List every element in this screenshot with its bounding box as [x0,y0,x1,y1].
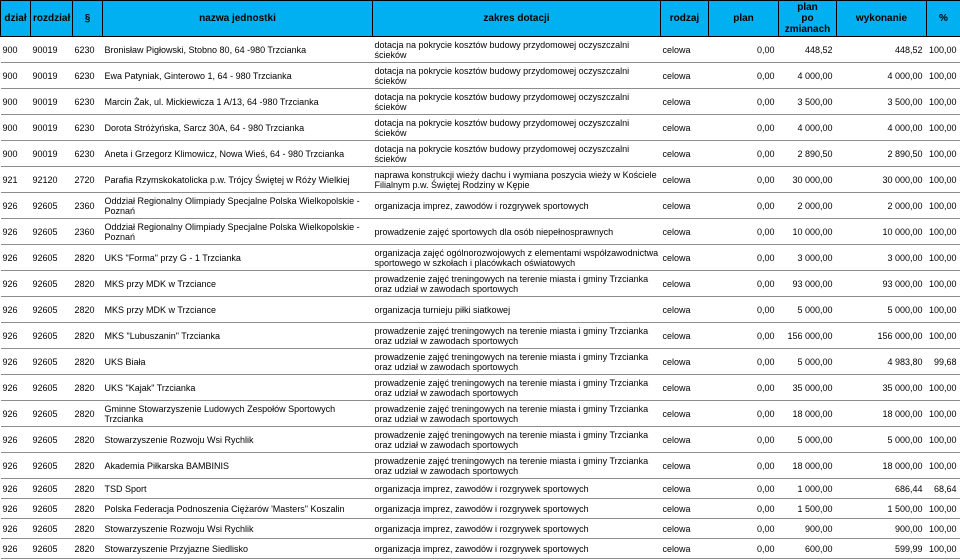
cell-plan: 0,00 [709,519,779,539]
cell-zakres-dotacji: prowadzenie zajęć treningowych na terenie miasta i gminy Trzcianka oraz udział w zawodach sportowych [373,349,661,375]
cell-paragraf: 2820 [73,453,103,479]
cell-dzial: 926 [1,427,31,453]
cell-procent: 99,68 [927,349,960,375]
cell-paragraf: 2820 [73,479,103,499]
cell-zakres-dotacji: organizacja imprez, zawodów i rozgrywek sportowych [373,539,661,559]
cell-procent: 100,00 [927,401,960,427]
cell-rozdzial: 90019 [31,63,73,89]
cell-rozdzial: 92605 [31,519,73,539]
cell-nazwa-jednostki: UKS "Kajak" Trzcianka [103,375,373,401]
cell-rodzaj: celowa [661,349,709,375]
cell-paragraf: 2820 [73,323,103,349]
header-plan-po-zmianach-line1: plan [797,2,818,13]
cell-nazwa-jednostki: TSD Sport [103,479,373,499]
cell-dzial: 926 [1,245,31,271]
cell-rozdzial: 92605 [31,271,73,297]
cell-zakres-dotacji: dotacja na pokrycie kosztów budowy przydomowej oczyszczalni ścieków [373,115,661,141]
cell-dzial: 926 [1,349,31,375]
table-row [1,219,960,245]
cell-rodzaj: celowa [661,271,709,297]
cell-plan-po-zmianach: 900,00 [779,519,837,539]
cell-paragraf: 2820 [73,245,103,271]
cell-zakres-dotacji: prowadzenie zajęć treningowych na terenie miasta i gminy Trzcianka oraz udział w zawodach sportowych [373,453,661,479]
cell-rozdzial: 92605 [31,349,73,375]
cell-rodzaj: celowa [661,63,709,89]
cell-plan-po-zmianach: 600,00 [779,539,837,559]
cell-procent: 100,00 [927,453,960,479]
cell-plan-po-zmianach: 18 000,00 [779,401,837,427]
cell-procent: 100,00 [927,245,960,271]
cell-rodzaj: celowa [661,193,709,219]
cell-dzial: 926 [1,219,31,245]
cell-procent: 100,00 [927,271,960,297]
cell-nazwa-jednostki: Dorota Stróżyńska, Sarcz 30A, 64 - 980 Trzcianka [103,115,373,141]
cell-dzial: 926 [1,539,31,559]
header-rozdzial: rozdział [31,1,73,37]
cell-wykonanie: 18 000,00 [837,401,927,427]
cell-plan: 0,00 [709,115,779,141]
table-row [1,89,960,115]
cell-paragraf: 2360 [73,193,103,219]
cell-paragraf: 2360 [73,219,103,245]
cell-procent: 100,00 [927,193,960,219]
cell-paragraf: 6230 [73,89,103,115]
cell-zakres-dotacji: organizacja imprez, zawodów i rozgrywek sportowych [373,519,661,539]
header-nazwa-jednostki: nazwa jednostki [103,1,373,37]
cell-wykonanie: 900,00 [837,519,927,539]
cell-zakres-dotacji: organizacja turnieju piłki siatkowej [373,297,661,323]
cell-rozdzial: 92605 [31,297,73,323]
cell-wykonanie: 3 000,00 [837,245,927,271]
cell-plan-po-zmianach: 4 000,00 [779,115,837,141]
cell-plan: 0,00 [709,323,779,349]
cell-plan: 0,00 [709,539,779,559]
table-row [1,271,960,297]
cell-nazwa-jednostki: Bronisław Pigłowski, Stobno 80, 64 -980 Trzcianka [103,37,373,63]
cell-wykonanie: 30 000,00 [837,167,927,193]
table-row [1,245,960,271]
cell-dzial: 926 [1,519,31,539]
cell-rozdzial: 92605 [31,193,73,219]
cell-rozdzial: 92605 [31,375,73,401]
cell-plan-po-zmianach: 35 000,00 [779,375,837,401]
cell-wykonanie: 599,99 [837,539,927,559]
cell-rodzaj: celowa [661,427,709,453]
header-paragraf: § [73,1,103,37]
table-row [1,479,960,499]
cell-dzial: 926 [1,271,31,297]
cell-zakres-dotacji: prowadzenie zajęć treningowych na terenie miasta i gminy Trzcianka oraz udział w zawodach sportowych [373,427,661,453]
cell-procent: 100,00 [927,427,960,453]
cell-plan: 0,00 [709,193,779,219]
cell-procent: 100,00 [927,141,960,167]
table-row [1,323,960,349]
cell-plan: 0,00 [709,349,779,375]
cell-paragraf: 2820 [73,349,103,375]
cell-paragraf: 2820 [73,375,103,401]
cell-rozdzial: 92605 [31,245,73,271]
cell-plan-po-zmianach: 10 000,00 [779,219,837,245]
cell-dzial: 926 [1,297,31,323]
cell-zakres-dotacji: dotacja na pokrycie kosztów budowy przydomowej oczyszczalni ścieków [373,141,661,167]
cell-plan-po-zmianach: 30 000,00 [779,167,837,193]
cell-procent: 100,00 [927,219,960,245]
cell-zakres-dotacji: prowadzenie zajęć treningowych na terenie miasta i gminy Trzcianka oraz udział w zawodach sportowych [373,401,661,427]
cell-plan-po-zmianach: 3 000,00 [779,245,837,271]
cell-plan: 0,00 [709,167,779,193]
cell-plan: 0,00 [709,37,779,63]
cell-nazwa-jednostki: Polska Federacja Podnoszenia Ciężarów 'Masters" Koszalin [103,499,373,519]
header-plan: plan [709,1,779,37]
cell-procent: 100,00 [927,63,960,89]
cell-rozdzial: 92605 [31,479,73,499]
table-row [1,167,960,193]
cell-plan-po-zmianach: 5 000,00 [779,349,837,375]
cell-nazwa-jednostki: UKS "Forma" przy G - 1 Trzcianka [103,245,373,271]
cell-plan: 0,00 [709,245,779,271]
table-row [1,539,960,559]
cell-plan-po-zmianach: 5 000,00 [779,297,837,323]
header-rodzaj: rodzaj [661,1,709,37]
cell-zakres-dotacji: organizacja imprez, zawodów i rozgrywek sportowych [373,499,661,519]
cell-dzial: 921 [1,167,31,193]
cell-procent: 100,00 [927,499,960,519]
cell-procent: 100,00 [927,297,960,323]
cell-rozdzial: 92605 [31,453,73,479]
table-row [1,349,960,375]
cell-plan-po-zmianach: 2 000,00 [779,193,837,219]
cell-dzial: 900 [1,63,31,89]
cell-paragraf: 2720 [73,167,103,193]
cell-nazwa-jednostki: MKS przy MDK w Trzciance [103,271,373,297]
cell-plan: 0,00 [709,401,779,427]
header-plan-po-zmianach-line2: po zmianach [784,13,831,35]
cell-rodzaj: celowa [661,323,709,349]
cell-paragraf: 2820 [73,539,103,559]
cell-procent: 100,00 [927,539,960,559]
cell-nazwa-jednostki: Ewa Patyniak, Ginterowo 1, 64 - 980 Trzcianka [103,63,373,89]
cell-rozdzial: 90019 [31,141,73,167]
cell-zakres-dotacji: prowadzenie zajęć sportowych dla osób niepełnosprawnych [373,219,661,245]
cell-plan-po-zmianach: 5 000,00 [779,427,837,453]
cell-plan: 0,00 [709,375,779,401]
cell-paragraf: 2820 [73,297,103,323]
cell-dzial: 926 [1,193,31,219]
cell-rodzaj: celowa [661,167,709,193]
cell-plan-po-zmianach: 1 000,00 [779,479,837,499]
cell-wykonanie: 4 000,00 [837,63,927,89]
cell-rodzaj: celowa [661,519,709,539]
cell-dzial: 926 [1,499,31,519]
cell-rodzaj: celowa [661,219,709,245]
cell-rodzaj: celowa [661,479,709,499]
cell-rodzaj: celowa [661,539,709,559]
cell-plan-po-zmianach: 93 000,00 [779,271,837,297]
cell-paragraf: 2820 [73,519,103,539]
cell-plan: 0,00 [709,297,779,323]
cell-paragraf: 2820 [73,499,103,519]
table-row [1,401,960,427]
table-row [1,375,960,401]
cell-wykonanie: 5 000,00 [837,427,927,453]
cell-paragraf: 6230 [73,37,103,63]
cell-zakres-dotacji: dotacja na pokrycie kosztów budowy przydomowej oczyszczalni ścieków [373,89,661,115]
cell-rozdzial: 92605 [31,539,73,559]
table-row [1,297,960,323]
cell-wykonanie: 2 000,00 [837,193,927,219]
cell-zakres-dotacji: naprawa konstrukcji wieży dachu i wymiana poszycia wieży w Kościele Filialnym p.w. Świętej Rodziny w Kępie [373,167,661,193]
header-zakres-dotacji: zakres dotacji [373,1,661,37]
cell-plan: 0,00 [709,219,779,245]
cell-wykonanie: 686,44 [837,479,927,499]
cell-dzial: 900 [1,37,31,63]
cell-wykonanie: 4 983,80 [837,349,927,375]
cell-procent: 100,00 [927,167,960,193]
cell-plan: 0,00 [709,63,779,89]
cell-rozdzial: 92605 [31,323,73,349]
cell-nazwa-jednostki: Aneta i Grzegorz Klimowicz, Nowa Wieś, 64 - 980 Trzcianka [103,141,373,167]
cell-procent: 68,64 [927,479,960,499]
table-body [1,37,960,559]
cell-wykonanie: 10 000,00 [837,219,927,245]
cell-wykonanie: 35 000,00 [837,375,927,401]
cell-procent: 100,00 [927,115,960,141]
cell-wykonanie: 1 500,00 [837,499,927,519]
cell-dzial: 926 [1,453,31,479]
cell-rozdzial: 92605 [31,219,73,245]
cell-rodzaj: celowa [661,245,709,271]
cell-nazwa-jednostki: Marcin Żak, ul. Mickiewicza 1 A/13, 64 -980 Trzcianka [103,89,373,115]
table-row [1,427,960,453]
cell-wykonanie: 93 000,00 [837,271,927,297]
cell-wykonanie: 4 000,00 [837,115,927,141]
cell-plan: 0,00 [709,499,779,519]
cell-plan-po-zmianach: 1 500,00 [779,499,837,519]
cell-dzial: 900 [1,89,31,115]
cell-plan: 0,00 [709,479,779,499]
cell-rodzaj: celowa [661,401,709,427]
cell-nazwa-jednostki: Stowarzyszenie Rozwoju Wsi Rychlik [103,427,373,453]
cell-rodzaj: celowa [661,37,709,63]
table-row [1,37,960,63]
cell-dzial: 900 [1,115,31,141]
header-procent: % [927,1,960,37]
cell-rozdzial: 92605 [31,401,73,427]
cell-nazwa-jednostki: Parafia Rzymskokatolicka p.w. Trójcy Świętej w Róży Wielkiej [103,167,373,193]
cell-paragraf: 2820 [73,427,103,453]
cell-rodzaj: celowa [661,141,709,167]
cell-zakres-dotacji: prowadzenie zajęć treningowych na terenie miasta i gminy Trzcianka oraz udział w zawodach sportowych [373,375,661,401]
header-dzial: dział [1,1,31,37]
cell-plan-po-zmianach: 2 890,50 [779,141,837,167]
table-row [1,115,960,141]
cell-plan: 0,00 [709,271,779,297]
cell-procent: 100,00 [927,375,960,401]
cell-nazwa-jednostki: Stowarzyszenie Rozwoju Wsi Rychlik [103,519,373,539]
cell-procent: 100,00 [927,89,960,115]
cell-plan: 0,00 [709,427,779,453]
table-row [1,193,960,219]
cell-zakres-dotacji: dotacja na pokrycie kosztów budowy przydomowej oczyszczalni ścieków [373,37,661,63]
cell-plan-po-zmianach: 18 000,00 [779,453,837,479]
cell-wykonanie: 448,52 [837,37,927,63]
cell-nazwa-jednostki: MKS przy MDK w Trzciance [103,297,373,323]
cell-dzial: 900 [1,141,31,167]
table-row [1,499,960,519]
cell-rodzaj: celowa [661,297,709,323]
cell-plan-po-zmianach: 3 500,00 [779,89,837,115]
cell-wykonanie: 156 000,00 [837,323,927,349]
cell-plan-po-zmianach: 156 000,00 [779,323,837,349]
cell-paragraf: 6230 [73,115,103,141]
cell-zakres-dotacji: organizacja zajęć ogólnorozwojowych z elementami współzawodnictwa sportowego w szkołach i placówkach oświatowych [373,245,661,271]
header-plan-po-zmianach [779,1,837,37]
cell-nazwa-jednostki: Oddział Regionalny Olimpiady Specjalne Polska Wielkopolskie - Poznań [103,219,373,245]
cell-wykonanie: 2 890,50 [837,141,927,167]
cell-procent: 100,00 [927,323,960,349]
cell-rodzaj: celowa [661,115,709,141]
cell-rozdzial: 92605 [31,499,73,519]
table-row [1,519,960,539]
header-wykonanie: wykonanie [837,1,927,37]
cell-dzial: 926 [1,479,31,499]
cell-dzial: 926 [1,375,31,401]
cell-rodzaj: celowa [661,89,709,115]
cell-nazwa-jednostki: Oddział Regionalny Olimpiady Specjalne Polska Wielkopolskie - Poznań [103,193,373,219]
cell-plan-po-zmianach: 448,52 [779,37,837,63]
table-header [1,1,960,37]
table-row [1,63,960,89]
cell-zakres-dotacji: prowadzenie zajęć treningowych na terenie miasta i gminy Trzcianka oraz udział w zawodach sportowych [373,271,661,297]
cell-zakres-dotacji: organizacja imprez, zawodów i rozgrywek sportowych [373,479,661,499]
cell-procent: 100,00 [927,37,960,63]
cell-nazwa-jednostki: Akademia Piłkarska BAMBINIS [103,453,373,479]
cell-rozdzial: 92605 [31,427,73,453]
cell-dzial: 926 [1,401,31,427]
cell-plan: 0,00 [709,453,779,479]
cell-paragraf: 6230 [73,63,103,89]
cell-rodzaj: celowa [661,453,709,479]
cell-rozdzial: 90019 [31,115,73,141]
cell-procent: 100,00 [927,519,960,539]
cell-rozdzial: 90019 [31,89,73,115]
cell-paragraf: 2820 [73,401,103,427]
cell-rodzaj: celowa [661,375,709,401]
cell-nazwa-jednostki: Gminne Stowarzyszenie Ludowych Zespołów Sportowych Trzcianka [103,401,373,427]
cell-rozdzial: 90019 [31,37,73,63]
cell-paragraf: 6230 [73,141,103,167]
cell-rozdzial: 92120 [31,167,73,193]
cell-wykonanie: 18 000,00 [837,453,927,479]
cell-dzial: 926 [1,323,31,349]
cell-zakres-dotacji: organizacja imprez, zawodów i rozgrywek sportowych [373,193,661,219]
cell-zakres-dotacji: prowadzenie zajęć treningowych na terenie miasta i gminy Trzcianka oraz udział w zawodach sportowych [373,323,661,349]
cell-wykonanie: 3 500,00 [837,89,927,115]
cell-plan: 0,00 [709,141,779,167]
cell-nazwa-jednostki: Stowarzyszenie Przyjazne Siedlisko [103,539,373,559]
cell-paragraf: 2820 [73,271,103,297]
table-row [1,141,960,167]
table-row [1,453,960,479]
cell-plan: 0,00 [709,89,779,115]
cell-nazwa-jednostki: UKS Biała [103,349,373,375]
cell-wykonanie: 5 000,00 [837,297,927,323]
cell-nazwa-jednostki: MKS "Lubuszanin" Trzcianka [103,323,373,349]
cell-rodzaj: celowa [661,499,709,519]
cell-plan-po-zmianach: 4 000,00 [779,63,837,89]
cell-zakres-dotacji: dotacja na pokrycie kosztów budowy przydomowej oczyszczalni ścieków [373,63,661,89]
